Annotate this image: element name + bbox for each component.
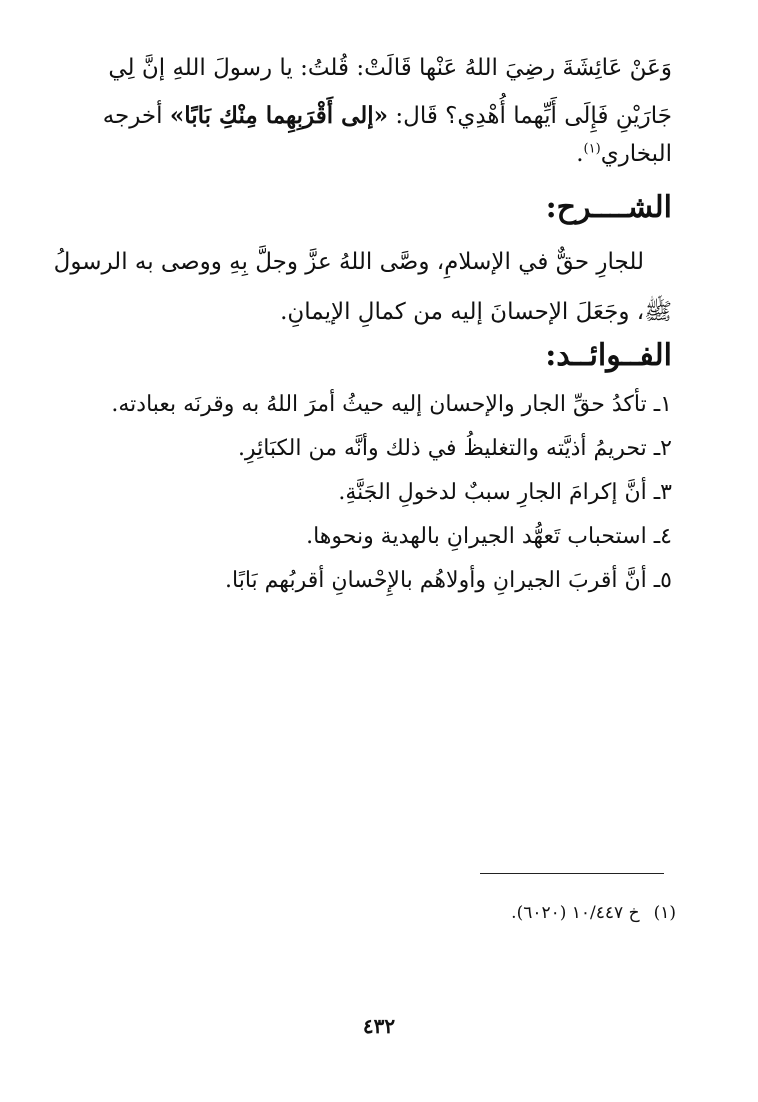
hadith-line-1 — [60, 48, 672, 88]
footnote — [511, 898, 676, 928]
hadith-line-2-start: جَارَيْنِ فَإِلَى أَيِّهما أُهْدِي؟ قَال: — [388, 103, 672, 129]
hadith-line-1-text: وَعَنْ عَائِشَةَ رضِيَ اللهُ عَنْها قَالَتْ: قُلتُ: يا رسولَ اللهِ إنَّ لِي — [108, 55, 672, 81]
footnote-reference: (١) — [583, 141, 601, 157]
hadith-line-2 — [60, 96, 672, 136]
benefit-item-3: ٣ـ أنَّ إكرامَ الجارِ سببٌ لدخولِ الجَنَّةِ. — [338, 480, 672, 505]
footnote-separator — [480, 873, 664, 874]
fawaid-heading: الفــوائــد: — [545, 338, 672, 373]
page-number: ٤٣٢ — [362, 1014, 396, 1038]
footnote-marker: (١) — [653, 903, 676, 923]
benefit-item-2: ٢ـ تحريمُ أذيَّته والتغليظُ في ذلك وأنَّه من الكبَائِرِ. — [237, 436, 672, 461]
hadith-line-2-end: أخرجه — [102, 103, 170, 129]
benefit-item-5: ٥ـ أنَّ أقربَ الجيرانِ وأولاهُم بالإِحْسانِ أقربُهم بَابًا. — [225, 568, 672, 593]
prophet-quote: «إلى أَقْرَبِهِما مِنْكِ بَابًا» — [169, 102, 389, 129]
sharh-line-2: ﷺ، وجَعَلَ الإحسانَ إليه من كمالِ الإيمانِ. — [280, 299, 672, 325]
hadith-source: البخاري — [600, 141, 672, 167]
sharh-heading: الشــــرح: — [545, 190, 672, 225]
hadith-line-3 — [60, 134, 672, 174]
sharh-line-1: للجارِ حقٌّ في الإسلامِ، وصَّى اللهُ عزَّ وجلَّ بِهِ ووصى به الرسولُ — [53, 249, 644, 275]
benefit-item-1: ١ـ تأكدُ حقِّ الجار والإحسان إليه حيثُ أمرَ اللهُ به وقرنَه بعبادته. — [111, 392, 672, 417]
footnote-text: خ ١٠/٤٤٧ (٦٠٢٠). — [511, 903, 640, 923]
hadith-line-3-end: . — [576, 141, 584, 167]
benefit-item-4: ٤ـ استحباب تَعهُّد الجيرانِ بالهدية ونحوها. — [306, 524, 672, 549]
